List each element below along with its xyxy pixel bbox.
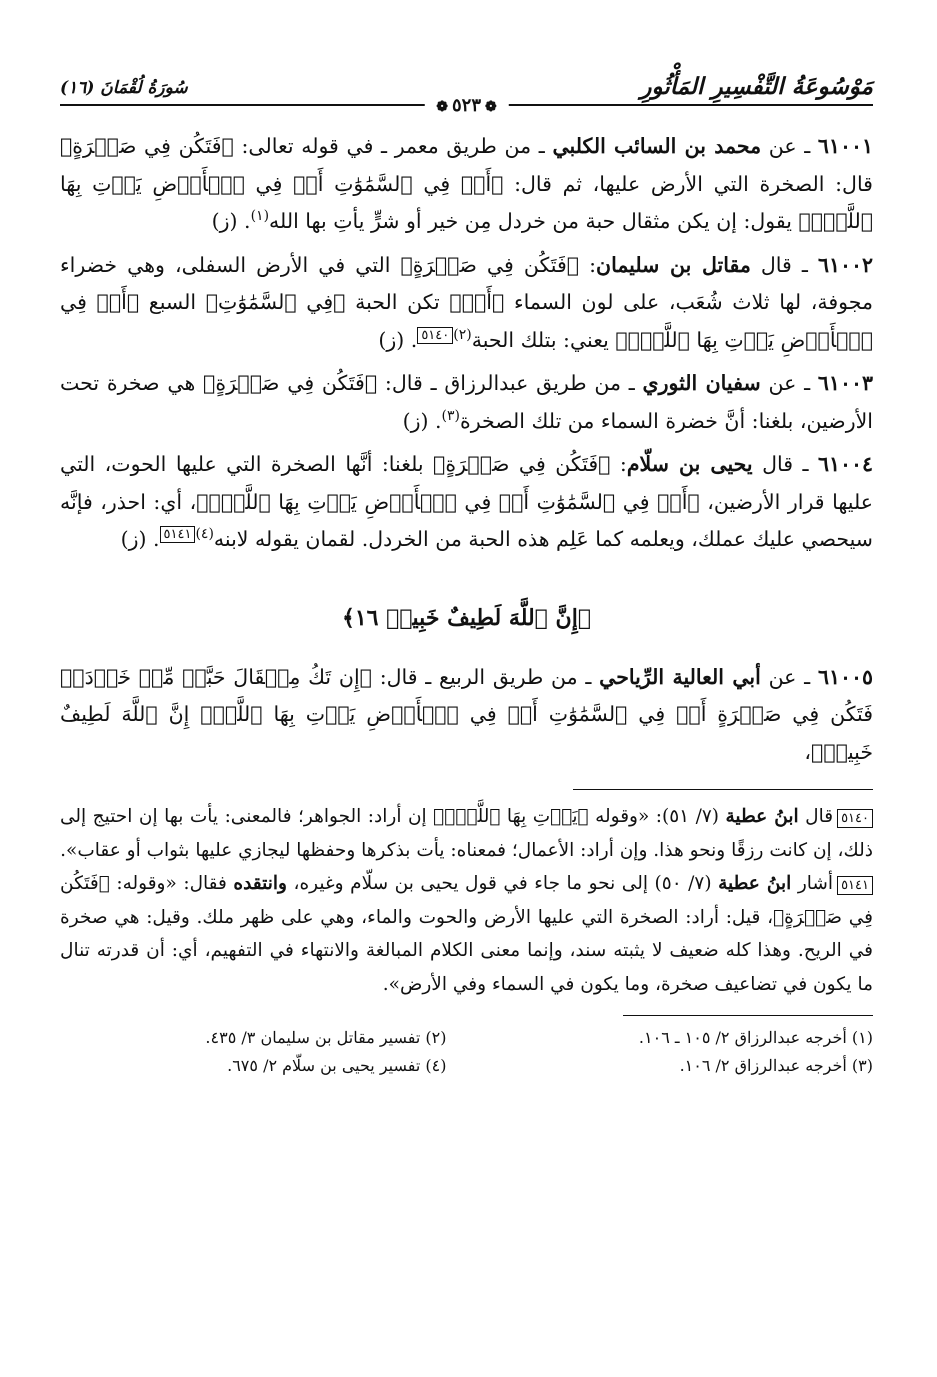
- comment-number-box: ٥١٤٠: [837, 809, 873, 828]
- page-number-text: ٥٢٣: [451, 95, 482, 116]
- narration-paragraph: [60, 128, 873, 241]
- note-prefix: قال: [798, 806, 834, 827]
- book-title: مَوْسُوعَةُ التَّفْسِيرِ المَأْثُورِ: [640, 73, 873, 100]
- narration-paragraph: [60, 659, 873, 772]
- narrator-name: مقاتل بن سليمان: [596, 252, 751, 277]
- footnote-ref[interactable]: (٣): [441, 407, 460, 424]
- narration-number: ٦١٠٠٤: [817, 452, 873, 476]
- narration-number: ٦١٠٠٢: [817, 252, 874, 277]
- narration-number: ٦١٠٠٣: [817, 371, 873, 395]
- commentary-note: [60, 867, 873, 1001]
- surah-label: سُورَةُ لُقْمَانَ (١٦): [60, 78, 188, 98]
- note-text: (٧/ ٥٠) إلى نحو ما جاء في قول يحيى بن سلّام وغيره،: [286, 873, 719, 894]
- footnote-item: (٢) تفسير مقاتل بن سليمان ٣/ ٤٣٥.: [205, 1028, 447, 1047]
- verse-heading: ﴿إِنَّ ٱللَّهَ لَطِيفٌ خَبِيرٞ ١٦﴾: [341, 604, 592, 631]
- footnote-ref[interactable]: (٤): [195, 526, 214, 543]
- footnotes-separator: [623, 1015, 873, 1016]
- ornament-icon: ❁: [485, 99, 497, 115]
- narrator-name: محمد بن السائب الكلبي: [552, 134, 762, 158]
- narration-intro: ـ عن: [760, 664, 818, 689]
- note-text-continued: فقال: «وقوله: ﴿فَتَكُن فِي صَخۡرَةٍ﴾، قيل: أراد: الصخرة التي عليها الأرض والحوت والماء، وهي على ظهر ملك. وقيل: هي صخرة في الريح. وهذا كله ضعيف لا يثبته سند، وإنما معنى الكلام المبالغة والانتهاء في التفهيم، أي: أن قدرته تنال ما يكون في تضاعيف صخرة، وما يكون في السماء وفي الأرض».: [60, 873, 873, 995]
- page-header: [60, 52, 873, 116]
- footnote-item: (١) أخرجه عبدالرزاق ٢/ ١٠٥ ـ ١٠٦.: [638, 1028, 873, 1047]
- footnote-item: (٣) أخرجه عبدالرزاق ٢/ ١٠٦.: [679, 1056, 873, 1075]
- narration-paragraph: [60, 247, 873, 360]
- notes-separator: [573, 789, 873, 790]
- commentary-note: [60, 800, 873, 867]
- comment-ref-box[interactable]: ٥١٤٠: [417, 327, 453, 344]
- note-prefix: أشار: [791, 873, 834, 894]
- narration-paragraph: [60, 446, 873, 559]
- narration-tail: . (ز): [378, 327, 418, 352]
- page-number: [424, 95, 508, 116]
- narration-paragraph: [60, 365, 873, 440]
- narrator-name: يحيى بن سلّام: [626, 452, 753, 476]
- narration-tail: . (ز): [402, 408, 442, 433]
- footnote-item: (٤) تفسير يحيى بن سلّام ٢/ ٦٧٥.: [227, 1056, 447, 1075]
- narration-number: ٦١٠٠٥: [817, 664, 873, 689]
- footnotes: [60, 1024, 873, 1080]
- narration-text: : ﴿فَتَكُن فِي صَخۡرَةٍ﴾ بلغنا: أنَّها الصخرة التي عليها الحوت، التي عليها قرار الأرضين، ﴿أَوۡ فِي ٱلسَّمَٰوَٰتِ أَوۡ فِي ٱلۡأَرۡضِ يَأۡتِ بِهَا ٱللَّهُۚ﴾، أي: احذر، فإنَّه سيحصي عليك عملك، ويعلمه كما عَلِم هذه الحبة من الخردل. لقمان يقوله لابنه: [60, 452, 873, 551]
- note-text: (٧/ ٥١): «وقوله ﴿يَأۡتِ بِهَا ٱللَّهُۚ﴾ إن أراد: الجواهر؛ فالمعنى: يأت بها إن احتيج إلى ذلك، إن كانت رزقًا ونحو هذا. وإن أراد: الأعمال؛ فمعناه: يأت بذكرها وحفظها ليجازي عليها بثواب أو عقاب».: [60, 806, 873, 861]
- narration-tail: . (ز): [211, 209, 251, 233]
- narration-number: ٦١٠٠١: [817, 134, 873, 158]
- narration-intro: ـ قال: [752, 452, 818, 476]
- comment-ref-box[interactable]: ٥١٤١: [160, 526, 196, 543]
- narration-text: ـ من طريق الربيع ـ قال: ﴿إِن تَكُ مِثۡقَالَ حَبَّةٖ مِّنۡ خَرۡدَلٖ فَتَكُن فِي صَخۡرَةٍ أَوۡ فِي ٱلسَّمَٰوَٰتِ أَوۡ فِي ٱلۡأَرۡضِ يَأۡتِ بِهَا ٱللَّهُۚ إِنَّ ٱللَّهَ لَطِيفٌ خَبِيرٞ﴾،: [60, 664, 873, 764]
- narration-intro: ـ عن: [761, 134, 818, 158]
- footnote-ref[interactable]: (٢): [453, 326, 472, 343]
- footnote-ref[interactable]: (١): [250, 208, 270, 225]
- note-author: ابنُ عطية: [725, 806, 799, 827]
- narrator-name: سفيان الثوري: [642, 371, 761, 395]
- narration-text: ـ من طريق معمر ـ في قوله تعالى: ﴿فَتَكُن فِي صَخۡرَةٍ﴾ قال: الصخرة التي الأرض عليها، ثم قال: ﴿أَوۡ فِي ٱلسَّمَٰوَٰتِ أَوۡ فِي ٱلۡأَرۡضِ يَأۡتِ بِهَا ٱللَّهُۚ﴾ يقول: إن يكن مثقال حبة من خردل مِن خير أو شرٍّ يأتِ بها الله: [60, 134, 873, 233]
- comment-number-box: ٥١٤١: [837, 876, 873, 895]
- narration-text: : ﴿فَتَكُن فِي صَخۡرَةٍ﴾ التي في الأرض السفلى، وهي خضراء مجوفة، لها ثلاث شُعَب، على لون السماء ﴿أَوۡ﴾ تكن الحبة ﴿فِي ٱلسَّمَٰوَٰتِ﴾ السبع ﴿أَوۡ فِي ٱلۡأَرۡضِ يَأۡتِ بِهَا ٱللَّهُۚ﴾ يعني: بتلك الحبة: [60, 252, 873, 352]
- narrator-name: أبي العالية الرِّياحي: [599, 664, 761, 689]
- note-author: ابنُ عطية: [718, 873, 792, 894]
- note-emphasis: وانتقده: [233, 873, 287, 894]
- narration-text: ـ من طريق عبدالرزاق ـ قال: ﴿فَتَكُن فِي صَخۡرَةٍ﴾ هي صخرة تحت الأرضين، بلغنا: أنَّ خضرة السماء من تلك الصخرة: [60, 371, 873, 433]
- ornament-icon: ❁: [436, 99, 448, 115]
- narration-intro: ـ عن: [760, 371, 818, 395]
- narration-intro: ـ قال: [750, 252, 818, 277]
- narration-tail: . (ز): [120, 527, 160, 551]
- page-body: [60, 128, 873, 1080]
